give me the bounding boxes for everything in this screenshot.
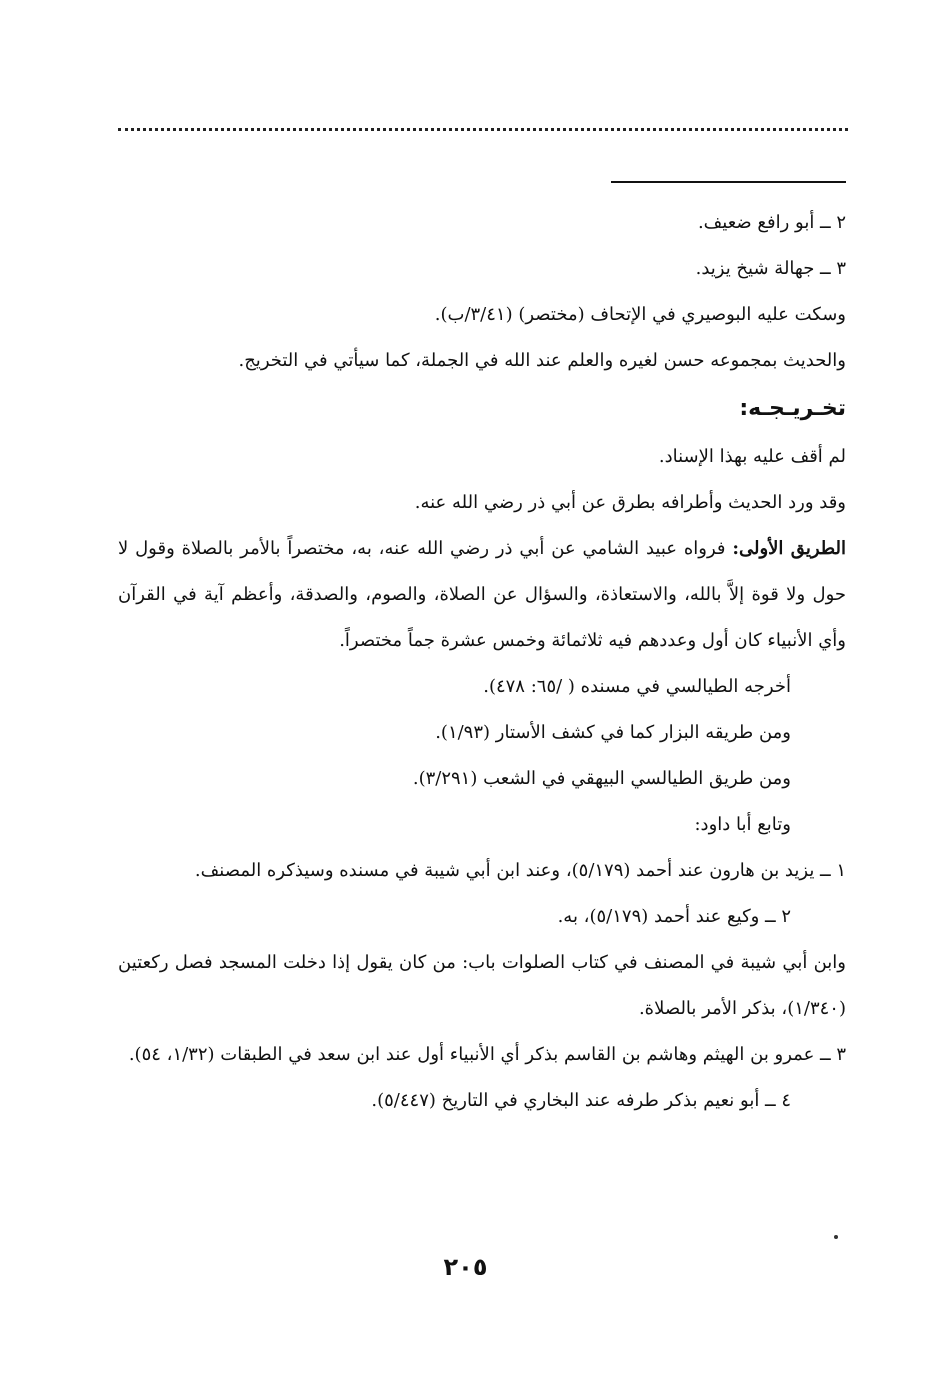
follower-1-paragraph: ١ ــ يزيد بن هارون عند أحمد (٥/١٧٩)، وعند ابن أبي شيبة في مسنده وسيذكره المصنف. [194,860,846,881]
footnote-item-2: ٢ ــ أبو رافع ضعيف. [697,212,846,233]
ink-speck [834,1235,838,1239]
footnote-verdict: والحديث بمجموعه حسن لغيره والعلم عند الله في الجملة، كما سيأتي في التخريج. [238,350,846,371]
follower-2-line: ٢ ــ وكيع عند أحمد (٥/١٧٩)، به. [557,906,791,927]
footnote-item-3: ٣ ــ جهالة شيخ يزيد. [695,258,846,279]
other-routes-line: وقد ورد الحديث وأطرافه بطرق عن أبي ذر رضي الله عنه. [414,492,846,513]
bazzar-line: ومن طريقه البزار كما في كشف الأستار (١/٩٣). [435,722,791,743]
dotted-separator [118,128,848,131]
not-found-line: لم أقف عليه بهذا الإسناد. [658,446,846,467]
follower-4-line: ٤ ــ أبو نعيم بذكر طرفه عند البخاري في التاريخ (٥/٤٤٧). [371,1090,791,1111]
first-route-label: الطريق الأولى: [732,538,847,559]
first-route-text: فرواه عبيد الشامي عن أبي ذر رضي الله عنه، به، مختصراً بالأمر بالصلاة وقول لا حول ولا قوة إلاَّ بالله، والاستعاذة، والسؤال عن الصلاة، والصوم، والصدقة، وأعظم آية في القرآن وأي الأنبياء كان أول وعددهم فيه ثلاثمائة وخمس عشرة جماً مختصراً. [118,538,846,651]
first-route-paragraph [118,526,846,664]
bayhaqi-line: ومن طريق الطيالسي البيهقي في الشعب (٣/٢٩١). [412,768,791,789]
page-body [118,200,846,1124]
footnote-silence-note: وسكت عليه البوصيري في الإتحاف (مختصر) (٣/٤١/ب). [434,304,846,325]
footnote-separator [611,181,846,183]
ibn-abi-shayba-paragraph: وابن أبي شيبة في المصنف في كتاب الصلوات باب: من كان يقول إذا دخلت المسجد فصل ركعتين (١/٣٤٠)، بذكر الأمر بالصلاة. [118,952,846,1019]
tayalisi-line: أخرجه الطيالسي في مسنده ( /٦٥: ٤٧٨). [483,676,791,697]
page-number: ٢٠٥ [443,1253,488,1281]
takhrij-heading: تخـريـجـه: [739,396,846,421]
follower-3-paragraph: ٣ ــ عمرو بن الهيثم وهاشم بن القاسم بذكر أي الأنبياء أول عند ابن سعد في الطبقات (١/٣٢، ٥٤). [128,1044,846,1065]
followers-intro: وتابع أبا داود: [694,814,791,835]
